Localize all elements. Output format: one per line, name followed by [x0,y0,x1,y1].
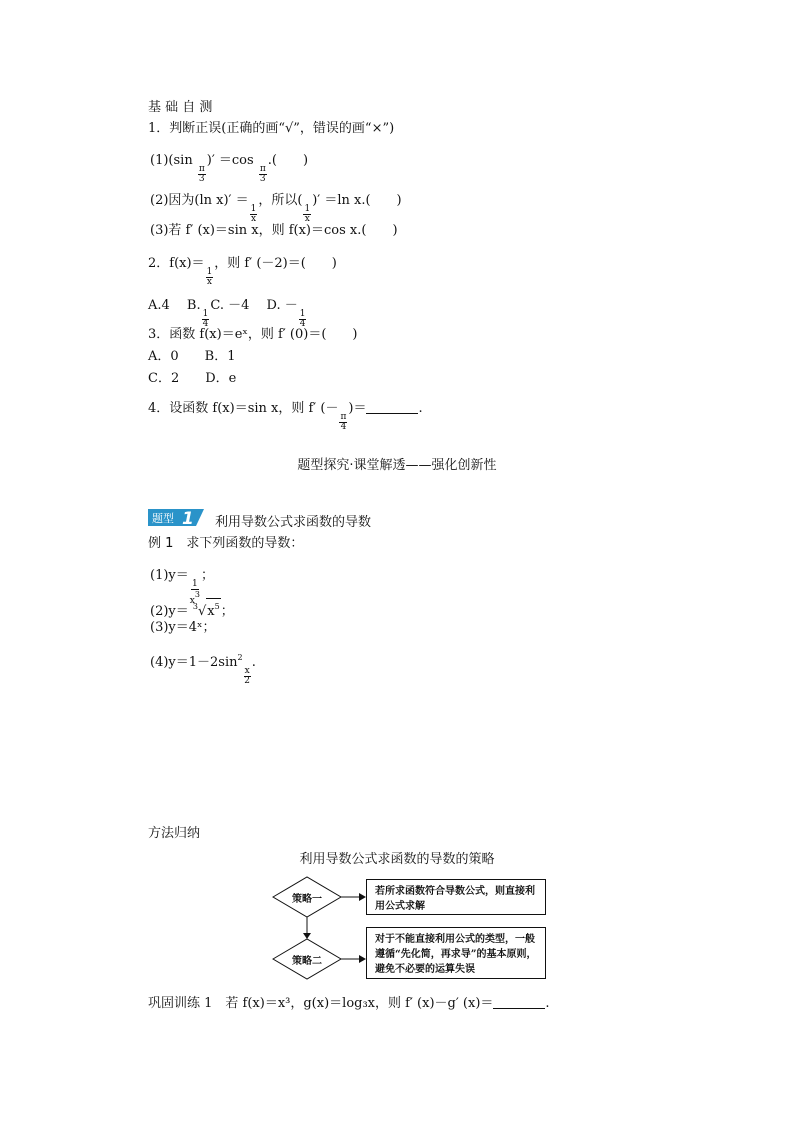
topic-badge [148,509,204,526]
section-title: 题型探究·课堂解透——强化创新性 [297,458,497,473]
answer-blank[interactable] [493,996,545,1009]
fraction-1-over-x: $\frac{1}{x}$ [304,204,311,224]
example-1-item-2: $(2)y= ^3√x^5$； [150,598,234,620]
example-1-item-1: (1)y＝ $\frac{1}{x3}$ ； [150,568,214,606]
flow-title: 利用导数公式求函数的导数的策略 [299,852,495,867]
question-1-3: (3)若 f′ (x)＝sin x，则 f(x)＝cos x.( ) [150,223,398,238]
arrow-down-head [303,933,311,939]
topic-title: 利用导数公式求函数的导数 [215,515,372,530]
question-2-options: A.4 B. $\frac{1}{4}$ C. －4 D. － $\frac{1}{4}$ [148,298,306,329]
question-4: 4．设函数 f(x)＝sin x，则 f′ (－ $\frac{\pi}{4}$ )＝ . [148,401,423,432]
question-3-options-ab: A．0 B．1 [148,349,236,364]
example-1-item-3: (3)y＝4ˣ； [150,620,216,635]
fraction-1-over-4: $\frac{1}{4}$ [202,309,209,329]
question-1-1: (1)(sin $\frac{\pi}{3}$ )′ ＝cos $\frac{\pi}{3}$ .( ) [150,153,309,184]
fraction-x-over-2: $\frac{x}{2}$ [244,666,251,686]
practice-question: 巩固训练 1 若 f(x)＝x³，g(x)＝log₃x，则 f′ (x)－g′ (x)＝ . [148,996,550,1011]
fraction-pi-over-3: $\frac{\pi}{3}$ [198,164,205,184]
fraction-pi-over-4: $\frac{\pi}{4}$ [340,412,347,432]
question-3: 3．函数 f(x)＝eˣ，则 f′ (0)＝( ) [148,327,358,342]
method-heading: 方法归纳 [148,826,201,841]
radicand: $x^5$ [206,598,220,620]
example-1: 例 1 求下列函数的导数： [148,536,304,551]
strategy-2-label: 策略二 [292,956,322,967]
strategy-1-box: 若所求函数符合导数公式，则直接利用公式求解 [366,879,546,915]
question-2: 2．f(x)＝ $\frac{1}{x}$ ，则 f′ (－2)＝( ) [148,256,337,287]
example-1-item-4: $(4)y=1-2\sin^2$ $\frac{x}{2}$ . [150,653,256,686]
fraction-1-over-x-cubed: $\frac{1}{x3}$ [189,579,200,606]
arrow-right-1-head [359,893,366,901]
question-1: 1．判断正误(正确的画“√”，错误的画“×”) [148,121,395,136]
fraction-1-over-x: $\frac{1}{x}$ [206,267,213,287]
badge-number: 1 [182,509,194,526]
fraction-1-over-x: $\frac{1}{x}$ [250,204,257,224]
fraction-pi-over-3: $\frac{\pi}{3}$ [259,164,266,184]
section-heading: 基 础 自 测 [148,100,213,115]
strategy-1-label: 策略一 [292,894,322,905]
question-1-2: (2)因为(ln x)′ ＝ $\frac{1}{x}$ ，所以( $\frac{1}{x}$ )′ ＝ln x.( ) [150,193,402,224]
strategy-2-box: 对于不能直接利用公式的类型，一般遵循“先化简，再求导”的基本原则，避免不必要的运算失误 [366,927,546,979]
answer-blank[interactable] [366,401,418,414]
question-3-options-cd: C．2 D．e [148,371,237,386]
badge-label: 题型 [152,512,174,525]
fraction-1-over-4: $\frac{1}{4}$ [299,309,306,329]
arrow-right-2-head [359,955,366,963]
